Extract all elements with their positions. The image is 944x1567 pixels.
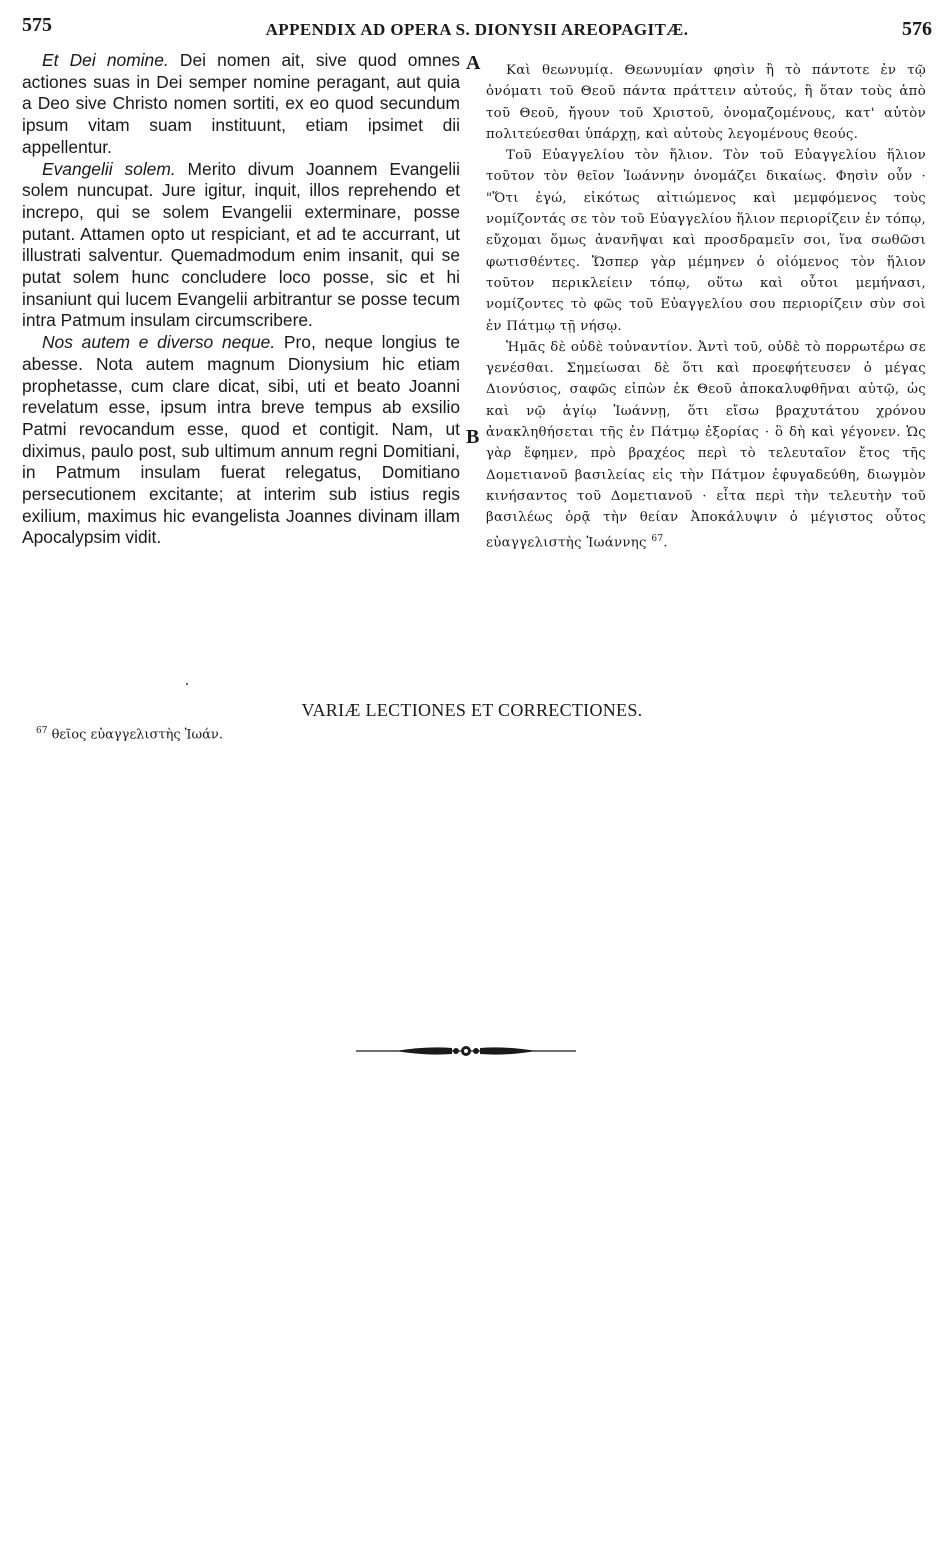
paragraph-text: Merito divum Joannem Evangelii solem nuncupat. Jure igitur, inquit, illos reprehendo et increpo, qui se solem Evangelii exterminare, posse putant. Attamen opto ut respiciant, et ad te accurrant, ut illustrati salventur. Quemadmodum enim insanit, qui se putat solem hunc concludere loco posse, sic et hi insaniunt qui lucem Evangelii arbitrantur se posse tecum intra Patmum insulam circumscribere.	[22, 158, 460, 331]
running-header	[22, 14, 932, 44]
running-title: APPENDIX AD OPERA S. DIONYSII AREOPAGITÆ.	[265, 20, 689, 39]
greek-paragraph	[486, 337, 926, 553]
lemma: Evangelii solem.	[42, 158, 176, 179]
paragraph-text: Dei nomen ait, sive quod omnes actiones suas in Dei semper nomine peragant, aut quia a Deo sive Christo nomen sortiti, ex eo quod secundum ipsum vitam suam instituunt, etiam ipsimet dii appellentur.	[22, 50, 460, 157]
margin-marker-a: A	[466, 52, 481, 74]
lemma: Nos autem e diverso neque.	[42, 332, 276, 353]
greek-paragraph: Τοῦ Εὐαγγελίου τὸν ἥλιον. Τὸν τοῦ Εὐαγγελίου ἥλιον τοῦτον τὸν θεῖον Ἰωάννην ὀνομάζει δικαίως. Φησὶν οὖν · "Ὅτι ἐγώ, εἰκότως αἰτιώμενος καὶ μεμφόμενος τοὺς νομίζοντάς σε τὸν τοῦ Εὐαγγελίου ἥλιον περιορίζειν ἐν τόπῳ, εὔχομαι ὅμως ἀνανῆψαι καὶ προσδραμεῖν σοι, ἵνα σωθῶσι φωτισθέντες. Ὥσπερ γὰρ μέμηνεν ὁ οἰόμενος τὸν ἥλιον τοῦτον περικλείειν τόπῳ, οὕτω καὶ οὗτοι μεμήνασι, νομίζοντες τὸ φῶς τοῦ Εὐαγγελίου σου περιορίζειν σὺν σοὶ ἐν Πάτμῳ τῇ νήσῳ.	[486, 148, 926, 334]
footnote	[36, 726, 223, 742]
end-ornament-rule	[356, 1043, 576, 1059]
greek-paragraph: Καὶ θεωνυμίᾳ. Θεωνυμίαν φησὶν ἢ τὸ πάντοτε ἐν τῷ ὀνόματι τοῦ Θεοῦ πάντα πράττειν αὐτούς, ἢ ὅταν τοὺς ἀπὸ τοῦ Θεοῦ, ἤγουν τοῦ Χριστοῦ, ὀνομαζομένους, κατ' αὐτὸν πολιτεύεσθαι ὑπάρχῃ, καὶ αὐτοὺς λεγομένους θεούς.	[486, 63, 926, 142]
latin-paragraph	[22, 50, 460, 159]
latin-column	[22, 50, 460, 549]
paragraph-text: Pro, neque longius te abesse. Nota autem magnum Dionysium hic etiam prophetasse, cum clare dicat, sibi, uti et beato Joanni revelatum esse, ipsum intra breve tempus ab exsilio Patmi revocandum esse, quod et contigit. Nam, ut diximus, paulo post, sub ultimum annum regni Domitiani, in Patmum insulam fuerat relegatus, Domitiano persecutionem excitante; at interim sub istius regis exilium, maximus hic evangelista Joannes divinam illam Apocalypsim vidit.	[22, 332, 460, 548]
footnote-text: θεῖος εὐαγγελιστὴς Ἰωάν.	[47, 727, 223, 743]
margin-marker-b: B	[466, 426, 480, 448]
greek-column	[486, 60, 926, 553]
footnote-reference: 67	[651, 533, 664, 544]
paragraph-text: Ἡμᾶς δὲ οὐδὲ τοὐναντίον. Ἀντὶ τοῦ, οὐδὲ τὸ πορρωτέρω σε γενέσθαι. Σημείωσαι δὲ ὅτι καὶ προεφήτευσεν ὁ μέγας Διονύσιος, σαφῶς εἰπὼν ἐκ Θεοῦ ἀποκαλυφθῆναι αὐτῷ, ὡς καὶ νῷ ἁγίῳ Ἰωάννῃ, ὅτι εἴσω βραχυτάτου χρόνου ἀνακληθήσεται τῆς ἐν Πάτμῳ ἐξορίας · ὃ δὴ καὶ γέγονεν. Ὡς γὰρ ἔφημεν, πρὸ βραχέος περὶ τὸ τελευταῖον ἔτος τῆς Δομετιανοῦ βασιλείας εἰς τὴν Πάτμον ἐφυγαδεύθη, διωγμὸν κινήσαντος τοῦ Δομετιανοῦ · εἶτα περὶ τὴν τελευτὴν τοῦ βασιλέως ὁρᾷ τὴν θείαν Ἀποκάλυψιν ὁ μέγιστος οὗτος εὐαγγελιστὴς Ἰωάννης	[486, 339, 926, 550]
latin-paragraph	[22, 159, 460, 333]
variae-lectiones-title: VARIÆ LECTIONES ET CORRECTIONES.	[301, 700, 643, 720]
page-number-right: 576	[902, 18, 932, 40]
latin-paragraph	[22, 332, 460, 549]
paragraph-end: .	[663, 534, 668, 550]
lemma: Et Dei nomine.	[42, 50, 169, 70]
footnote-number: 67	[36, 726, 48, 736]
page-number-left: 575	[22, 14, 52, 36]
stray-dot	[186, 683, 188, 685]
